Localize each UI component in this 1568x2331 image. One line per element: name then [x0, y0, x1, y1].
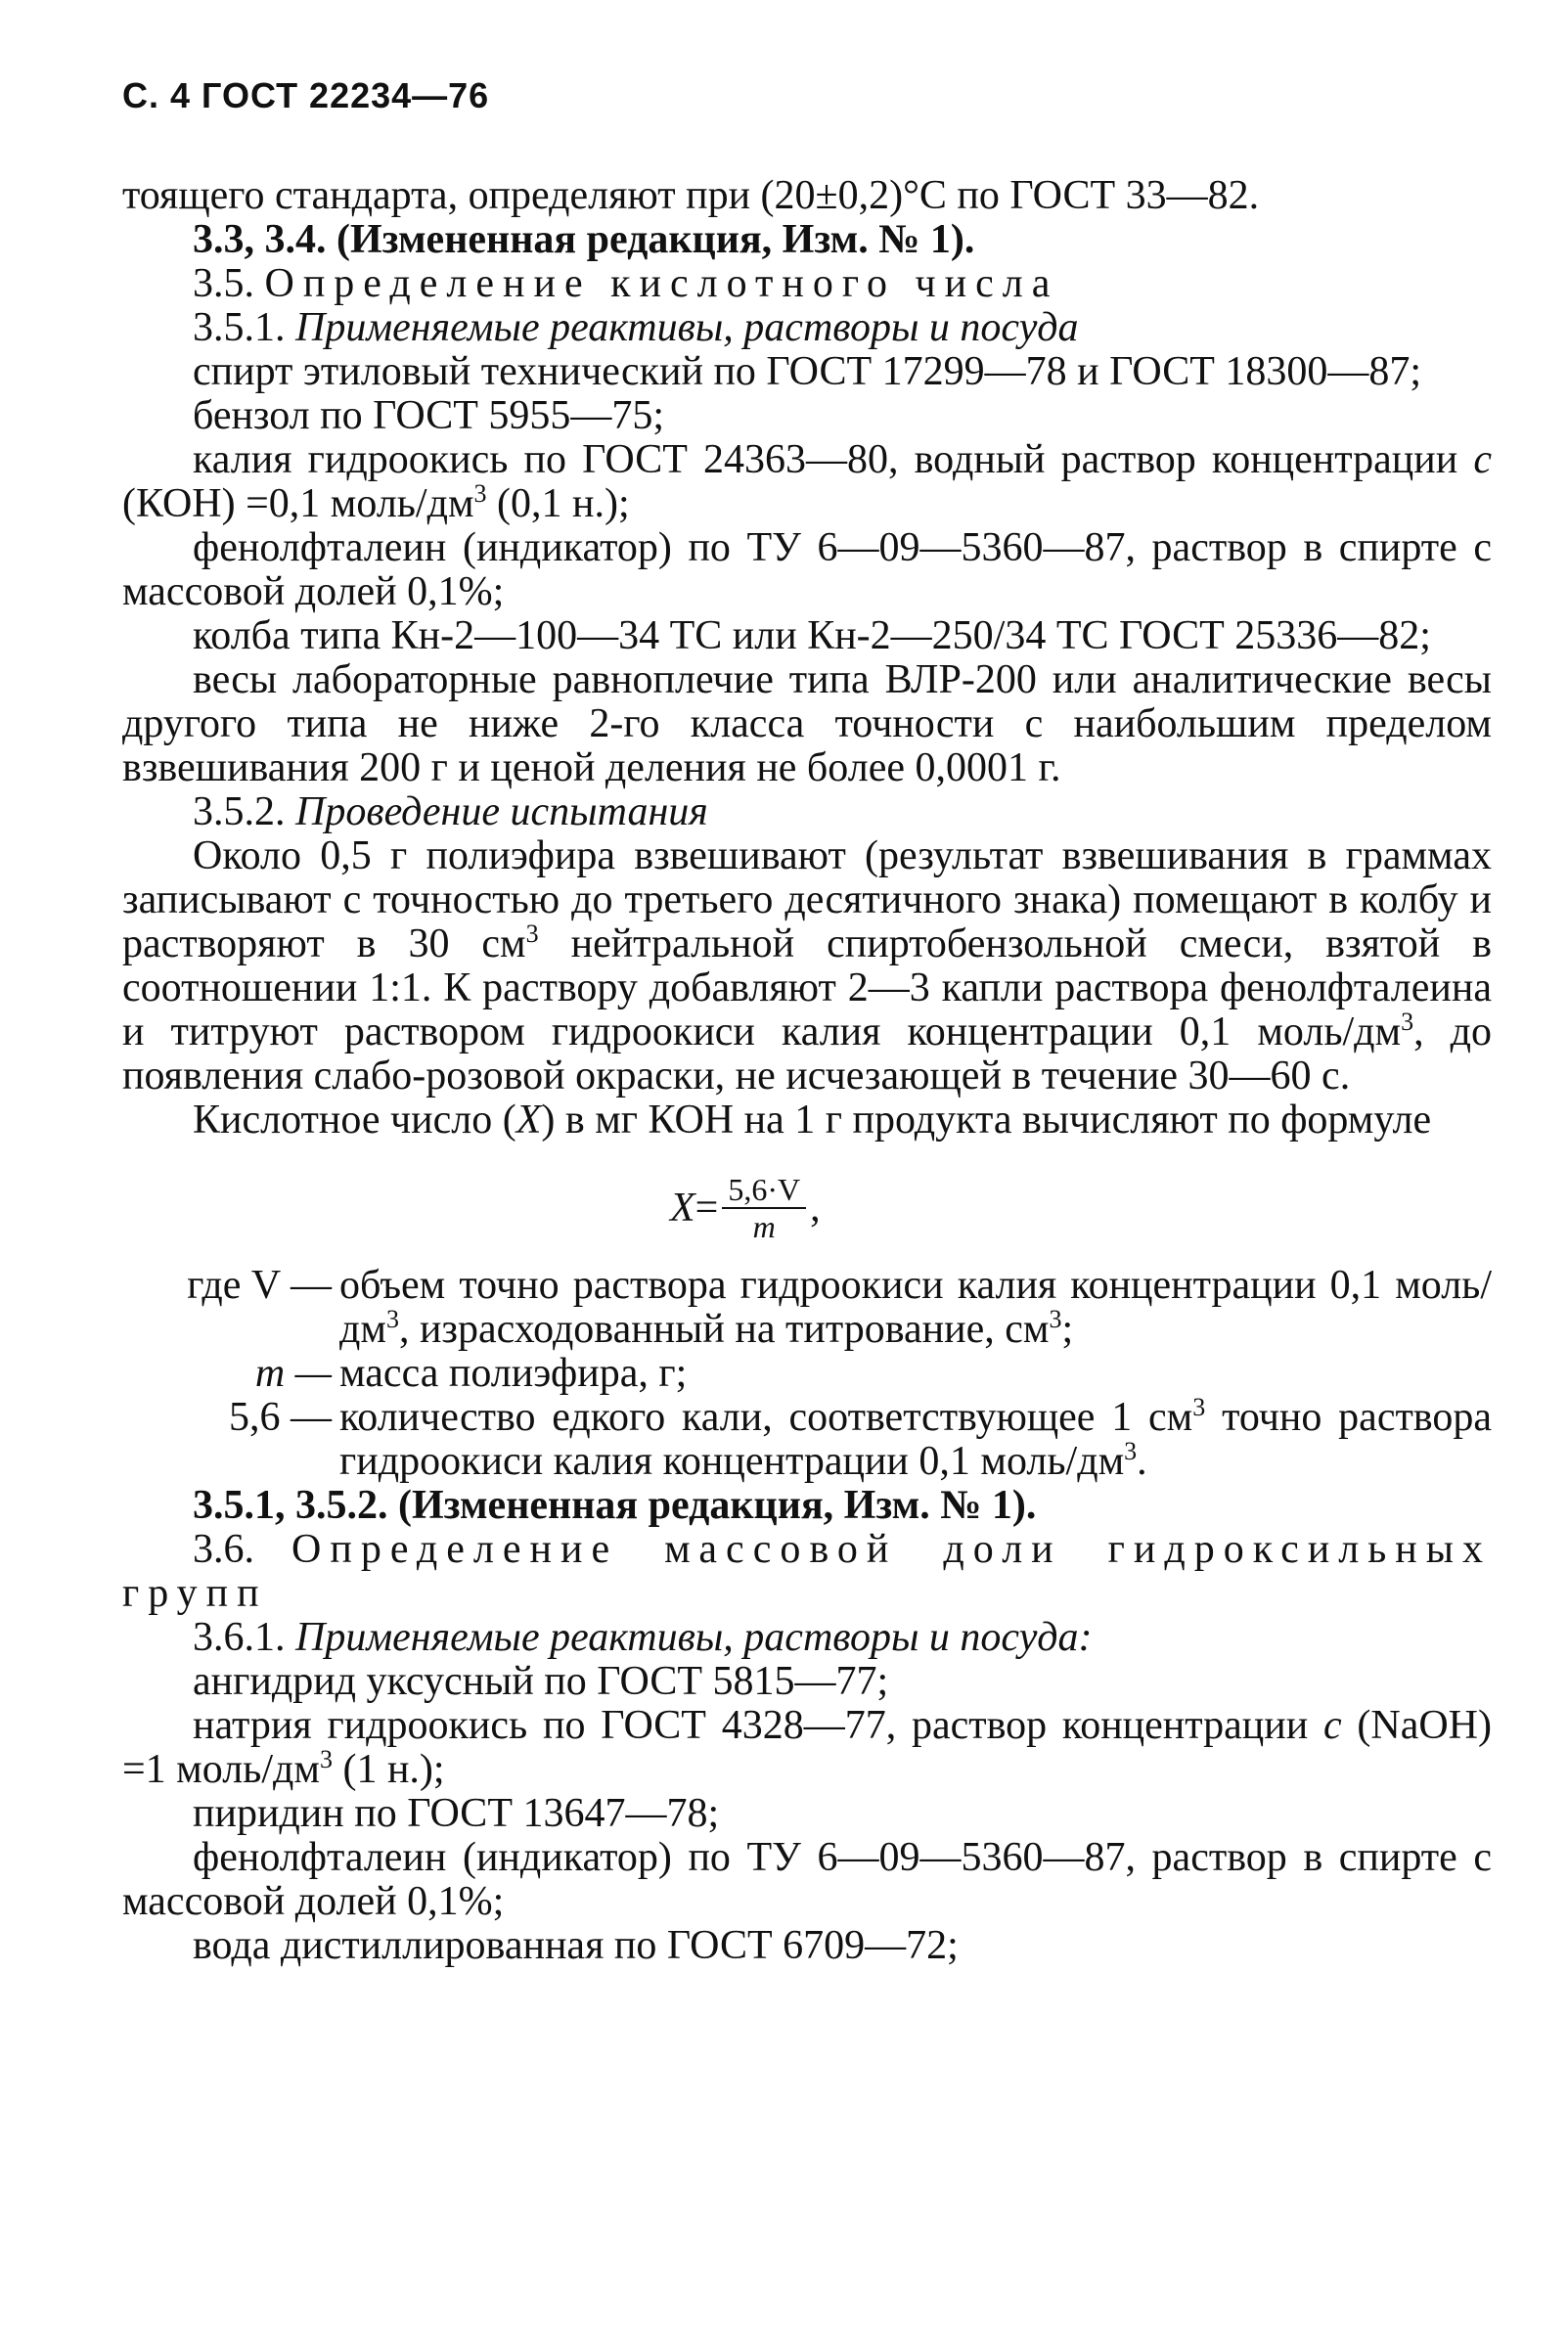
reagent-item	[122, 1704, 1492, 1792]
subsection-title: Применяемые реактивы, растворы и посуда:	[295, 1615, 1093, 1660]
subsection-heading-3-5-2	[122, 790, 1492, 834]
subsection-heading-3-6-1	[122, 1616, 1492, 1660]
legend-row	[122, 1264, 1492, 1352]
text-span: (0,1 н.);	[486, 481, 630, 526]
page-header: С. 4 ГОСТ 22234—76	[122, 75, 490, 115]
reagent-item: фенолфталеин (индикатор) по ТУ 6—09—5360—87, раствор в спирте с массовой долей 0,1%;	[122, 525, 1492, 614]
formula-intro	[122, 1098, 1492, 1143]
legend-definition: масса полиэфира, г;	[339, 1351, 688, 1396]
superscript: 3	[1124, 1437, 1138, 1465]
section-number: 3.5.1.	[193, 305, 286, 350]
formula-equals: =	[694, 1185, 719, 1231]
reagent-item: ангидрид уксусный по ГОСТ 5815—77;	[193, 1659, 889, 1704]
section-number: 3.6.1.	[193, 1615, 286, 1660]
formula-numerator: 5,6·V	[722, 1172, 806, 1209]
legend-term: m —	[254, 1351, 332, 1396]
formula-fraction	[722, 1172, 806, 1244]
symbol-x: X	[515, 1098, 542, 1143]
formula-legend	[122, 1264, 1492, 1484]
text-span: (1 н.);	[332, 1747, 445, 1792]
superscript: 3	[1192, 1393, 1206, 1421]
text-span: (NaOH) =1 моль/дм	[122, 1703, 1492, 1792]
text-span: точно раствора гидроокиси калия концентрации 0,1 моль/дм	[339, 1395, 1492, 1484]
reagent-item: весы лабораторные равноплечие типа ВЛР-200 или аналитические весы другого типа не ниже 2-го класса точности с наибольшим пределом взвешивания 200 г и ценой деления не более 0,0001 г.	[122, 657, 1492, 790]
superscript: 3	[525, 919, 539, 948]
formula-lhs: X	[670, 1185, 695, 1231]
section-number: 3.5.2.	[193, 789, 286, 834]
reagent-item	[122, 438, 1492, 526]
amendment-note: 3.5.1, 3.5.2. (Измененная редакция, Изм. № 1).	[193, 1483, 1037, 1528]
section-heading-3-6	[122, 1528, 1492, 1616]
reagent-item: спирт этиловый технический по ГОСТ 17299—78 и ГОСТ 18300—87;	[193, 349, 1422, 394]
text-span: объем точно раствора гидроокиси калия концентрации 0,1 моль/дм	[339, 1263, 1492, 1352]
superscript: 3	[1401, 1008, 1414, 1036]
legend-row	[122, 1393, 1492, 1484]
legend-definition	[339, 1264, 1492, 1352]
subsection-title: Применяемые реактивы, растворы и посуда	[295, 305, 1079, 350]
section-number: 3.5.	[193, 261, 254, 306]
amendment-note: 3.3, 3.4. (Измененная редакция, Изм. № 1).	[193, 217, 975, 262]
reagent-item: фенолфталеин (индикатор) по ТУ 6—09—5360—87, раствор в спирте с массовой долей 0,1%;	[122, 1835, 1492, 1924]
procedure-paragraph	[122, 834, 1492, 1098]
legend-term: где V —	[187, 1263, 332, 1308]
superscript: 3	[385, 1305, 399, 1333]
reagent-item: бензол по ГОСТ 5955—75;	[193, 393, 665, 438]
symbol-c: с	[1322, 1703, 1342, 1748]
text-span: натрия гидроокись по ГОСТ 4328—77, раствор концентрации	[193, 1703, 1323, 1748]
text-span: нейтральной спиртобензольной смеси, взятой в соотношении 1:1. К раствору добавляют 2—3 капли раствора фенолфталеина и титруют раствором гидроокиси калия концентрации 0,1 моль/дм	[122, 921, 1492, 1054]
symbol-c: с	[1473, 437, 1492, 482]
superscript: 3	[473, 479, 487, 508]
formula-comma: ,	[810, 1185, 821, 1231]
legend-row	[122, 1352, 1492, 1396]
text-span: (КОН) =0,1 моль/дм	[122, 481, 474, 526]
formula-denominator: m	[752, 1209, 776, 1244]
text-span: , до появления слабо-розовой окраски, не исчезающей в течение 30—60 с.	[122, 1009, 1492, 1098]
text-span: Около 0,5 г полиэфира взвешивают (результат взвешивания в граммах записывают с точностью до третьего десятичного знака) помещают в колбу и растворяют в 30 см	[122, 833, 1492, 966]
subsection-heading-3-5-1	[122, 306, 1492, 350]
superscript: 3	[1049, 1305, 1062, 1333]
reagent-item: пиридин по ГОСТ 13647—78;	[193, 1791, 720, 1836]
text-span: калия гидроокись по ГОСТ 24363—80, водный раствор концентрации	[193, 437, 1474, 482]
legend-term: 5,6 —	[229, 1395, 332, 1440]
subsection-title: Проведение испытания	[295, 789, 708, 834]
text-line: тоящего стандарта, определяют при (20±0,2)°С по ГОСТ 33—82.	[122, 173, 1260, 218]
text-span: Кислотное число (	[193, 1098, 516, 1143]
reagent-item: вода дистиллированная по ГОСТ 6709—72;	[193, 1923, 959, 1968]
section-heading-3-5	[122, 262, 1492, 306]
legend-definition	[339, 1393, 1492, 1484]
section-title: Определение кислотного числа	[264, 261, 1059, 306]
section-number: 3.6.	[193, 1527, 254, 1572]
text-span: , израсходованный на титрование, см	[398, 1307, 1050, 1352]
formula	[670, 1172, 1492, 1244]
document-body	[122, 174, 1492, 1968]
text-span: .	[1137, 1439, 1147, 1484]
text-span: ) в мг КОН на 1 г продукта вычисляют по формуле	[541, 1098, 1432, 1143]
reagent-item: колба типа Кн-2—100—34 ТС или Кн-2—250/34 ТС ГОСТ 25336—82;	[193, 613, 1431, 658]
text-span: количество едкого кали, соответствующее 1 см	[339, 1395, 1193, 1440]
section-title: Определение массовой доли гидроксильных групп	[122, 1527, 1492, 1616]
superscript: 3	[319, 1745, 333, 1773]
text-span: ;	[1061, 1307, 1074, 1352]
